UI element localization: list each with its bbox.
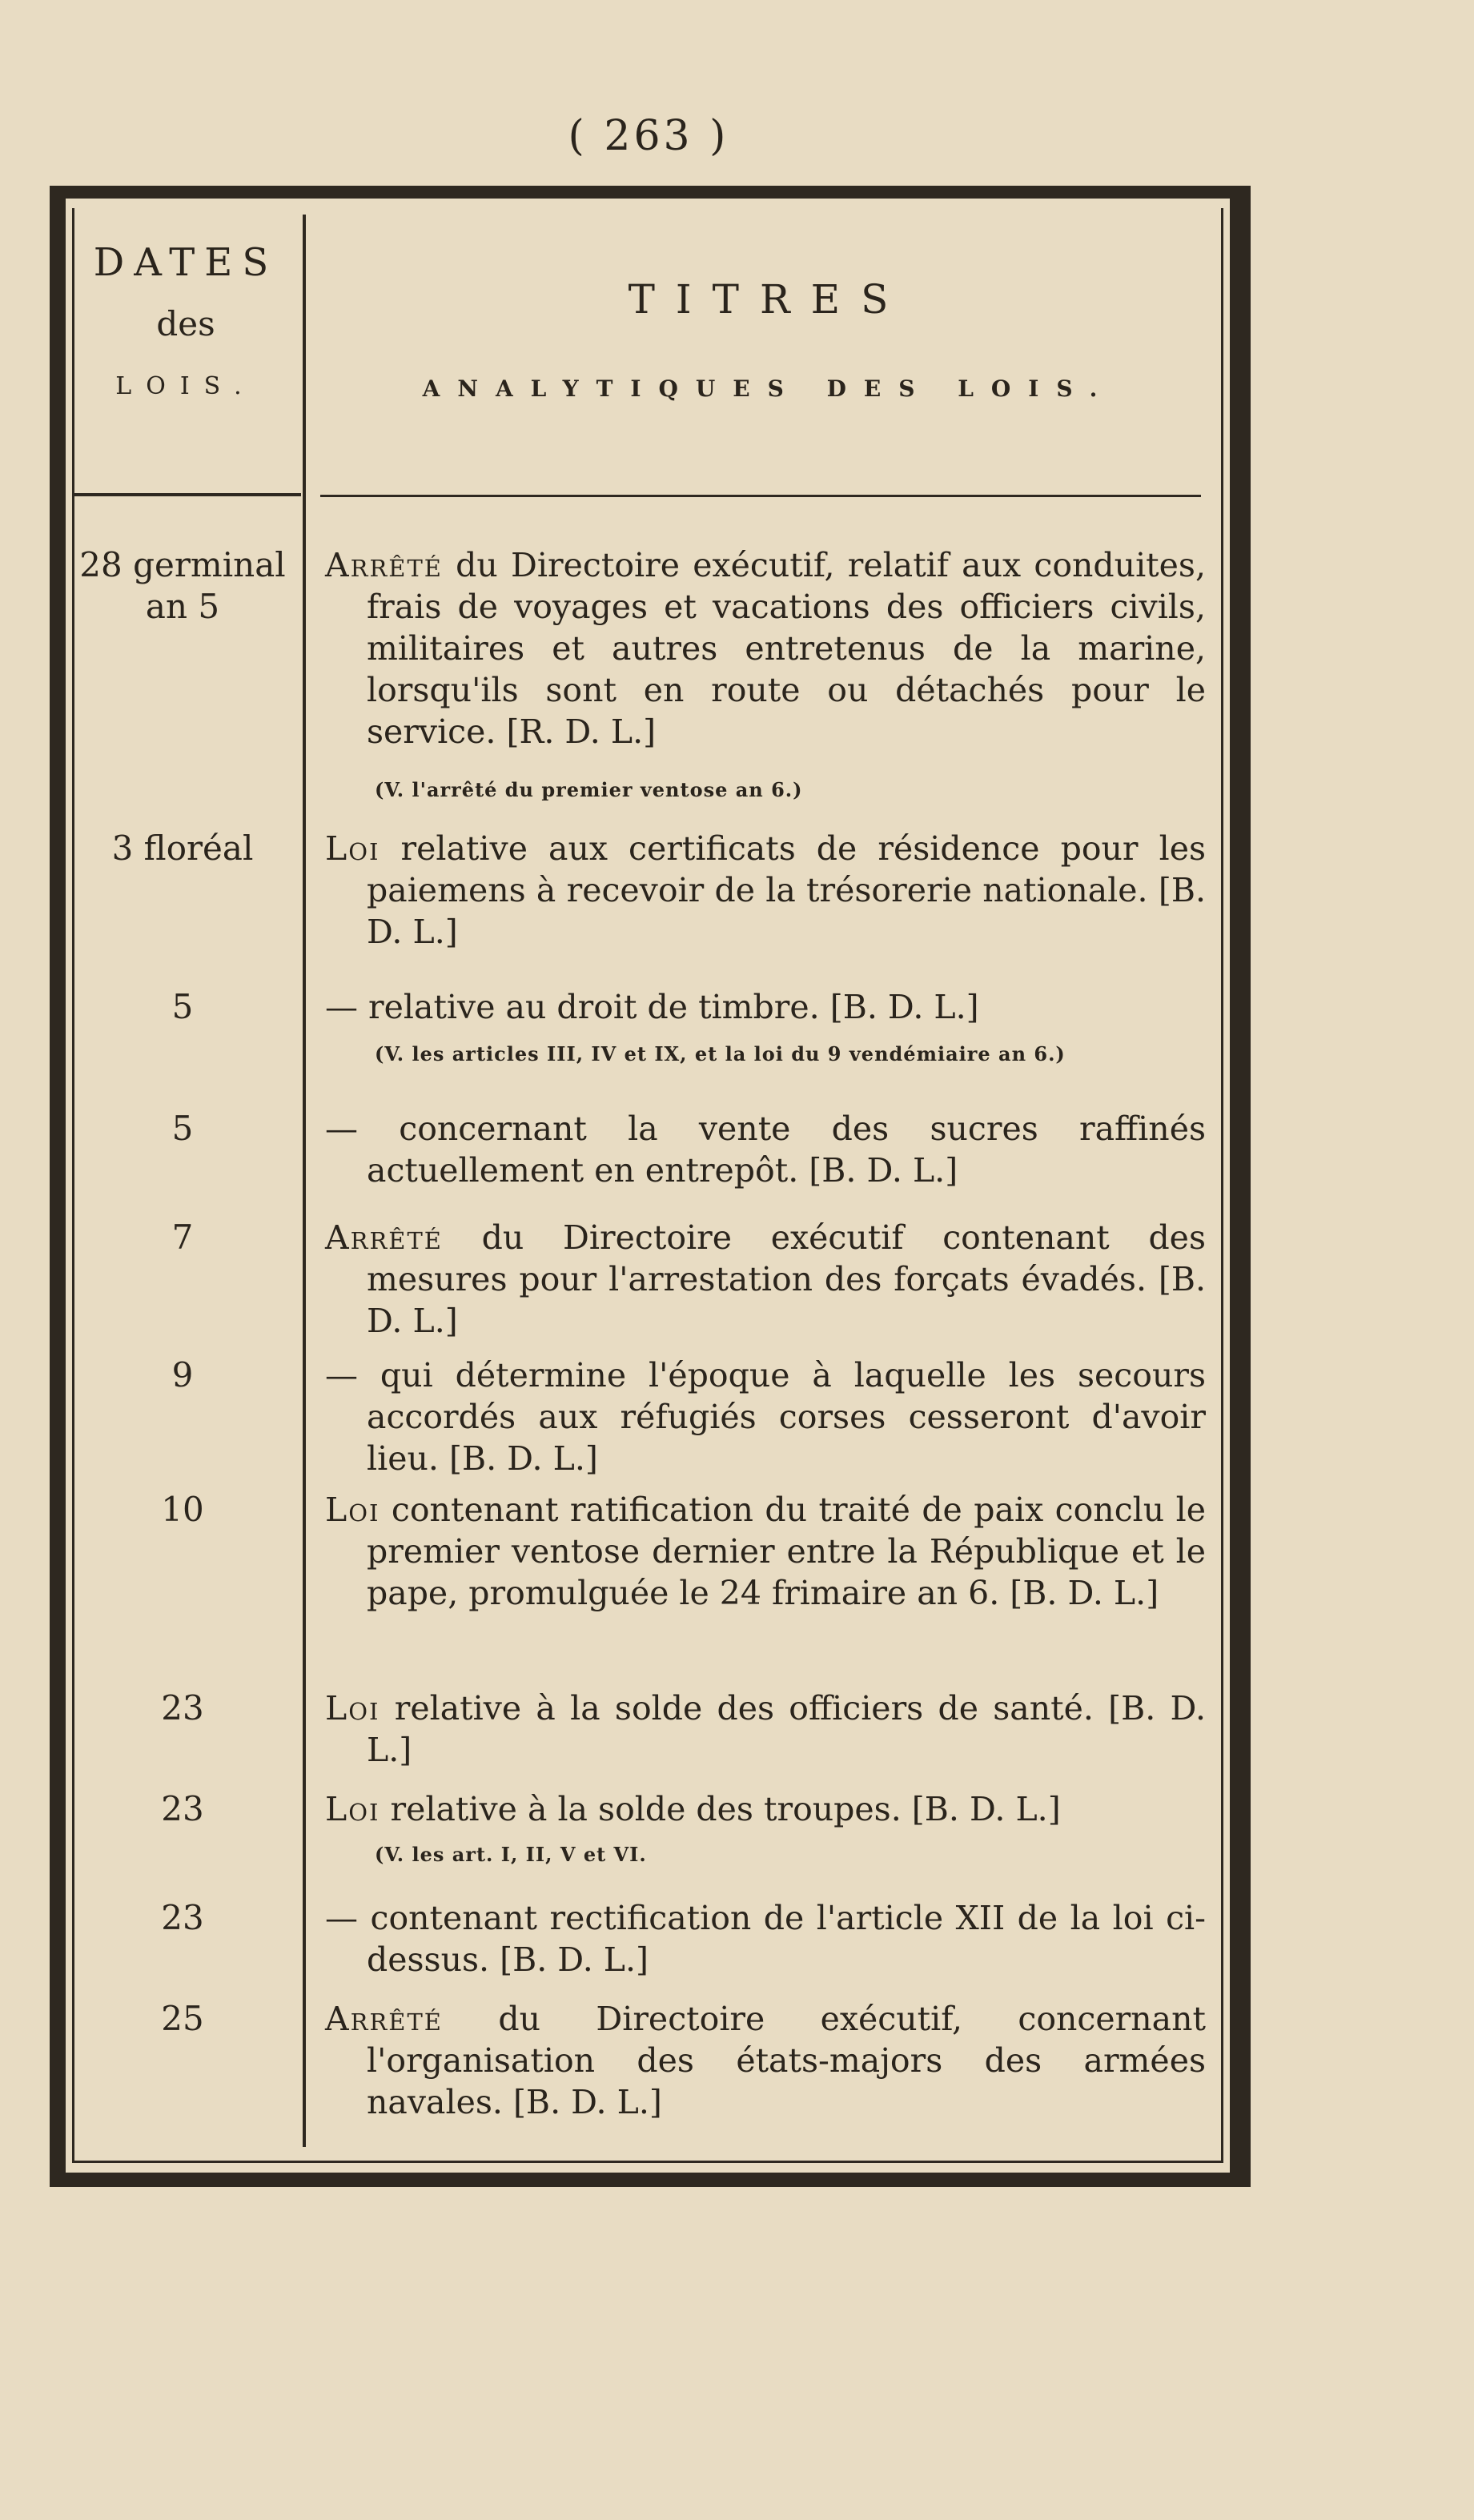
entry-title: Loi relative à la solde des officiers de santé. [B. D. L.] [325, 1689, 1206, 1769]
entry-title: — qui détermine l'époque à laquelle les secours accordés aux réfugiés corses cesseront d'avoir lieu. [B. D. L.] [325, 1356, 1206, 1478]
entry-title: Arrêté du Directoire exécutif contenant des mesures pour l'arrestation des forçats évadés. [B. D. L.] [325, 1218, 1206, 1340]
entry-date: 5 [171, 1109, 194, 1148]
column-divider [303, 215, 306, 2147]
entry-date: 28 germinal an 5 [79, 545, 286, 626]
entry-title: — contenant rectification de l'article XII de la loi ci-dessus. [B. D. L.] [325, 1899, 1206, 1979]
dates-header-title: DATES [93, 240, 279, 285]
dates-header-lois: LOIS. [115, 372, 256, 400]
header-rule-right [320, 495, 1201, 497]
entry-date: 23 [161, 1688, 204, 1727]
entry-title: Arrêté du Directoire exécutif, relatif aux conduites, frais de voyages et vacations des officiers civils, militaires et autres entretenus de la marine, lorsqu'ils sont en route ou détachés pour le service. [R. D. L.] [325, 546, 1206, 751]
header-rule-left [74, 493, 301, 496]
entry-date: 5 [171, 987, 194, 1026]
entry-title: — concernant la vente des sucres raffinés actuellement en entrepôt. [B. D. L.] [325, 1110, 1206, 1190]
entry-date: 3 floréal [111, 829, 254, 868]
titles-column-header [312, 276, 1225, 402]
entry-note: (V. l'arrêté du premier ventose an 6.) [375, 778, 803, 801]
page-number: ( 263 ) [568, 112, 729, 160]
entry-date: 25 [161, 1999, 204, 2038]
entry-note: (V. les articles III, IV et IX, et la loi du 9 vendémiaire an 6.) [375, 1042, 1066, 1065]
entry-date: 9 [171, 1355, 194, 1394]
entry-title: Loi contenant ratification du traité de paix conclu le premier ventose dernier entre la République et le pape, promulguée le 24 frimaire an 6. [B. D. L.] [325, 1491, 1206, 1612]
entry-title: Loi relative à la solde des troupes. [B. D. L.] [325, 1790, 1061, 1828]
entry-title: Arrêté du Directoire exécutif, concernant l'organisation des états-majors des armées navales. [B. D. L.] [325, 2000, 1206, 2121]
entry-date: 7 [171, 1218, 194, 1257]
entry-date: 23 [161, 1789, 204, 1828]
entry-title: Loi relative aux certificats de résidence pour les paiemens à recevoir de la trésorerie nationale. [B. D. L.] [325, 829, 1206, 951]
titles-header-subtitle: ANALYTIQUES DES LOIS. [422, 375, 1115, 402]
titles-header-title: TITRES [628, 276, 910, 323]
entry-date: 23 [161, 1898, 204, 1937]
dates-header-des: des [156, 304, 215, 343]
entry-date: 10 [161, 1490, 204, 1529]
entry-note: (V. les art. I, II, V et VI. [375, 1843, 647, 1866]
entry-title: — relative au droit de timbre. [B. D. L.] [325, 988, 979, 1026]
dates-column-header [66, 240, 306, 400]
